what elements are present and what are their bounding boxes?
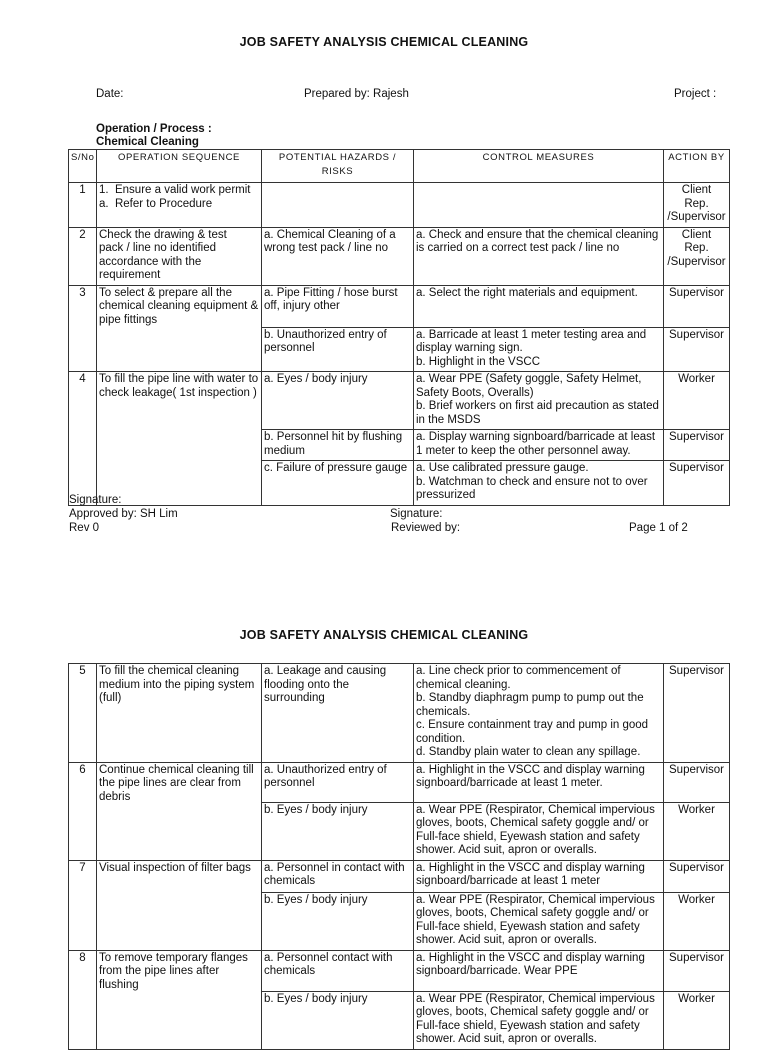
cell-operation-sequence-line: the pipe lines are clear from: [99, 777, 241, 789]
cell-action-by-line: Supervisor: [669, 665, 724, 677]
cell-operation-sequence: [97, 762, 262, 860]
cell-control-measure-line: b. Brief workers on first aid precaution as stated: [416, 400, 659, 412]
jsa-table-page2: [68, 663, 730, 1050]
cell-operation-sequence-line: accordance with the: [99, 255, 202, 268]
cell-action-by: [664, 327, 730, 372]
cell-action-by-line: Rep.: [684, 197, 709, 210]
table-row: [69, 950, 730, 991]
cell-hazard-line: b. Eyes / body injury: [264, 992, 368, 1005]
cell-control-measure-line: signboard/barricade at least 1 meter.: [416, 777, 603, 789]
cell-sno: 2: [69, 227, 97, 285]
cell-operation-sequence-line: pack / line no identified: [99, 242, 216, 254]
cell-control-measure-line: in the MSDS: [416, 413, 481, 426]
cell-action-by-line: Supervisor: [669, 328, 724, 341]
cell-control-measure-line: d. Standby plain water to clean any spillage.: [416, 746, 641, 758]
table-row: [69, 372, 730, 430]
cell-hazard-line: a. Unauthorized entry of: [264, 763, 387, 776]
cell-control-measure-line: condition.: [416, 732, 466, 745]
cell-hazard-line: b. Eyes / body injury: [264, 893, 368, 906]
cell-control-measure-line: b. Watchman to check and ensure not to over: [416, 475, 648, 488]
cell-hazard: [262, 762, 414, 802]
cell-control-measure: [414, 762, 664, 802]
cell-hazard: [262, 860, 414, 892]
cell-operation-sequence-line: from the pipe lines after: [99, 965, 220, 977]
cell-hazard-line: a. Leakage and causing: [264, 665, 387, 677]
cell-control-measure-line: a. Highlight in the VSCC and display warning: [416, 861, 645, 874]
cell-control-measure: [414, 892, 664, 950]
cell-hazard-line: a. Personnel contact with: [264, 951, 393, 964]
table-row: [69, 664, 730, 763]
cell-operation-sequence-line: Check the drawing & test: [99, 228, 227, 241]
cell-hazard: [262, 372, 414, 430]
cell-operation-sequence-line: To fill the pipe line with water to: [99, 373, 259, 385]
project-label: Project :: [674, 88, 717, 100]
cell-operation-sequence-line: pipe fittings: [99, 313, 158, 326]
cell-control-measure-line: a. Wear PPE (Respirator, Chemical impervious: [416, 893, 655, 906]
table-row: [69, 227, 730, 285]
cell-sno: 4: [69, 372, 97, 506]
cell-action-by-line: Worker: [678, 992, 715, 1005]
cell-operation-sequence: [97, 285, 262, 372]
cell-operation-sequence-line: 1. Ensure a valid work permit: [99, 184, 251, 196]
operation-label: Operation / Process :: [96, 123, 212, 135]
cell-action-by-line: Client: [681, 228, 712, 241]
cell-operation-sequence: [97, 227, 262, 285]
cell-hazard-line: b. Personnel hit by flushing: [264, 431, 403, 443]
cell-hazard-line: medium: [264, 444, 305, 457]
cell-control-measure: [414, 430, 664, 461]
cell-control-measure-line: a. Line check prior to commencement of: [416, 665, 621, 677]
cell-control-measure-line: a. Select the right materials and equipment.: [416, 286, 638, 299]
header-sno: S/No: [69, 150, 97, 183]
table-row: [69, 762, 730, 802]
header-operation-sequence: OPERATION SEQUENCE: [97, 150, 262, 183]
table-header-row: [69, 150, 730, 183]
cell-hazard-line: a. Pipe Fitting / hose burst: [264, 286, 398, 299]
cell-sno: 5: [69, 664, 97, 763]
cell-control-measure-line: a. Wear PPE (Respirator, Chemical impervious: [416, 803, 655, 816]
cell-control-measure-line: a. Display warning signboard/barricade at least: [416, 431, 656, 443]
cell-control-measure-line: is carried on a correct test pack / line no: [416, 242, 620, 254]
cell-control-measure-line: a. Wear PPE (Safety goggle, Safety Helmet,: [416, 373, 642, 385]
cell-control-measure-line: a. Highlight in the VSCC and display warning: [416, 951, 645, 964]
revision: Rev 0: [69, 522, 100, 534]
cell-hazard-line: personnel: [264, 777, 315, 789]
cell-operation-sequence-line: a. Refer to Procedure: [99, 197, 213, 210]
cell-hazard-line: flooding onto the: [264, 678, 350, 691]
cell-control-measure: [414, 461, 664, 506]
cell-hazard: [262, 285, 414, 327]
cell-action-by: [664, 227, 730, 285]
cell-operation-sequence-line: Continue chemical cleaning till: [99, 763, 254, 776]
jsa-table-page1: [68, 149, 730, 506]
cell-operation-sequence-line: Visual inspection of filter bags: [99, 861, 251, 874]
reviewed-by: Reviewed by:: [391, 522, 461, 534]
cell-action-by: [664, 991, 730, 1049]
cell-control-measure-line: a. Highlight in the VSCC and display warning: [416, 763, 645, 776]
cell-action-by-line: Client: [681, 184, 712, 196]
cell-operation-sequence-line: requirement: [99, 269, 161, 281]
cell-action-by: [664, 430, 730, 461]
cell-control-measure: [414, 802, 664, 860]
cell-control-measure-line: b. Highlight in the VSCC: [416, 355, 541, 368]
cell-action-by: [664, 950, 730, 991]
signature-right: Signature:: [390, 508, 443, 520]
cell-action-by: [664, 802, 730, 860]
cell-operation-sequence-line: To fill the chemical cleaning: [99, 665, 239, 677]
cell-hazard: [262, 950, 414, 991]
cell-control-measure-line: 1 meter to keep the other personnel away.: [416, 444, 631, 457]
date-label: Date:: [96, 88, 124, 100]
cell-control-measure: [414, 860, 664, 892]
cell-control-measure: [414, 372, 664, 430]
cell-hazard-line: surrounding: [264, 692, 325, 704]
cell-hazard: [262, 664, 414, 763]
cell-action-by-line: Worker: [678, 803, 715, 816]
signature-left: Signature:: [69, 494, 122, 506]
cell-hazard: [262, 461, 414, 506]
cell-control-measure: [414, 183, 664, 228]
cell-sno: 7: [69, 860, 97, 950]
cell-control-measure-line: shower. Acid suit, apron or overalls.: [416, 1033, 597, 1045]
cell-control-measure: [414, 664, 664, 763]
cell-control-measure-line: a. Barricade at least 1 meter testing area and: [416, 328, 647, 341]
cell-hazard: [262, 327, 414, 372]
cell-action-by-line: Supervisor: [669, 462, 724, 474]
cell-hazard-line: off, injury other: [264, 300, 340, 312]
cell-action-by-line: Worker: [678, 893, 715, 906]
cell-hazard-line: personnel: [264, 342, 315, 354]
cell-control-measure-line: Full-face shield, Eyewash station and safety: [416, 830, 640, 843]
cell-action-by-line: Worker: [678, 373, 715, 385]
cell-hazard-line: chemicals: [264, 875, 316, 887]
cell-control-measure-line: chemical cleaning.: [416, 678, 511, 691]
cell-control-measure-line: a. Check and ensure that the chemical cleaning: [416, 228, 659, 241]
cell-hazard: [262, 227, 414, 285]
cell-control-measure-line: Safety Boots, Overalls): [416, 386, 534, 399]
cell-control-measure-line: Full-face shield, Eyewash station and safety: [416, 920, 640, 933]
cell-operation-sequence: [97, 372, 262, 506]
cell-control-measure-line: display warning sign.: [416, 342, 523, 354]
cell-action-by: [664, 372, 730, 430]
cell-operation-sequence-line: debris: [99, 790, 131, 803]
cell-hazard-line: chemicals: [264, 965, 316, 977]
cell-action-by: [664, 461, 730, 506]
cell-action-by: [664, 762, 730, 802]
cell-control-measure: [414, 227, 664, 285]
cell-operation-sequence: [97, 664, 262, 763]
cell-action-by-line: Supervisor: [669, 431, 724, 443]
table-row: [69, 860, 730, 892]
cell-hazard-line: a. Chemical Cleaning of a: [264, 228, 396, 241]
cell-sno: 3: [69, 285, 97, 372]
cell-control-measure-line: gloves, boots, Chemical safety goggle and/ or: [416, 907, 649, 919]
cell-operation-sequence-line: To remove temporary flanges: [99, 951, 248, 964]
cell-control-measure: [414, 327, 664, 372]
cell-control-measure-line: pressurized: [416, 489, 476, 501]
cell-operation-sequence-line: chemical cleaning equipment &: [99, 300, 259, 312]
operation-value: Chemical Cleaning: [96, 136, 199, 148]
cell-hazard: [262, 802, 414, 860]
cell-operation-sequence-line: medium into the piping system: [99, 678, 255, 691]
cell-control-measure: [414, 950, 664, 991]
cell-hazard-line: b. Unauthorized entry of: [264, 328, 387, 341]
header-action-by: ACTION BY: [664, 150, 730, 183]
cell-hazard-line: wrong test pack / line no: [264, 242, 389, 254]
cell-hazard-line: a. Personnel in contact with: [264, 861, 405, 874]
cell-control-measure: [414, 285, 664, 327]
cell-operation-sequence: [97, 860, 262, 950]
cell-control-measure-line: gloves, boots, Chemical safety goggle and/ or: [416, 1006, 649, 1018]
cell-action-by: [664, 285, 730, 327]
page1-title: JOB SAFETY ANALYSIS CHEMICAL CLEANING: [239, 35, 529, 49]
cell-hazard-line: c. Failure of pressure gauge: [264, 462, 408, 474]
cell-control-measure-line: a. Use calibrated pressure gauge.: [416, 462, 589, 474]
cell-operation-sequence-line: (full): [99, 692, 122, 704]
cell-hazard-line: b. Eyes / body injury: [264, 803, 368, 816]
cell-action-by-line: /Supervisor: [667, 255, 726, 268]
prepared-by: Prepared by: Rajesh: [304, 88, 409, 100]
cell-control-measure-line: gloves, boots, Chemical safety goggle and/ or: [416, 817, 649, 829]
cell-action-by: [664, 183, 730, 228]
cell-control-measure-line: a. Wear PPE (Respirator, Chemical impervious: [416, 992, 655, 1005]
cell-sno: 8: [69, 950, 97, 1049]
page2-title: JOB SAFETY ANALYSIS CHEMICAL CLEANING: [239, 628, 529, 642]
cell-operation-sequence-line: check leakage( 1st inspection ): [99, 386, 257, 399]
cell-action-by: [664, 892, 730, 950]
cell-hazard: [262, 430, 414, 461]
cell-control-measure-line: b. Standby diaphragm pump to pump out the: [416, 692, 644, 704]
cell-control-measure-line: chemicals.: [416, 705, 471, 718]
cell-action-by-line: Rep.: [684, 242, 709, 254]
cell-hazard: [262, 991, 414, 1049]
cell-hazard-line: a. Eyes / body injury: [264, 373, 368, 385]
cell-operation-sequence-line: flushing: [99, 978, 139, 991]
approved-by: Approved by: SH Lim: [69, 508, 178, 520]
cell-action-by-line: Supervisor: [669, 286, 724, 299]
cell-operation-sequence: [97, 950, 262, 1049]
header-potential-hazards: POTENTIAL HAZARDS / RISKS: [262, 150, 414, 183]
cell-control-measure-line: Full-face shield, Eyewash station and safety: [416, 1019, 640, 1032]
page-number: Page 1 of 2: [629, 522, 688, 534]
cell-control-measure-line: signboard/barricade at least 1 meter: [416, 875, 601, 887]
cell-hazard: [262, 183, 414, 228]
cell-operation-sequence-line: To select & prepare all the: [99, 286, 232, 299]
cell-operation-sequence: [97, 183, 262, 228]
table-row: [69, 285, 730, 327]
cell-action-by-line: Supervisor: [669, 763, 724, 776]
cell-action-by: [664, 664, 730, 763]
cell-hazard: [262, 892, 414, 950]
cell-sno: 6: [69, 762, 97, 860]
cell-action-by-line: /Supervisor: [667, 211, 726, 223]
cell-action-by-line: Supervisor: [669, 951, 724, 964]
cell-control-measure: [414, 991, 664, 1049]
header-control-measures: CONTROL MEASURES: [414, 150, 664, 183]
cell-sno: 1: [69, 183, 97, 228]
cell-control-measure-line: signboard/barricade. Wear PPE: [416, 965, 578, 977]
cell-control-measure-line: c. Ensure containment tray and pump in good: [416, 719, 649, 731]
cell-control-measure-line: shower. Acid suit, apron or overalls.: [416, 934, 597, 946]
cell-action-by-line: Supervisor: [669, 861, 724, 874]
table-row: [69, 183, 730, 228]
cell-action-by: [664, 860, 730, 892]
cell-control-measure-line: shower. Acid suit, apron or overalls.: [416, 844, 597, 856]
